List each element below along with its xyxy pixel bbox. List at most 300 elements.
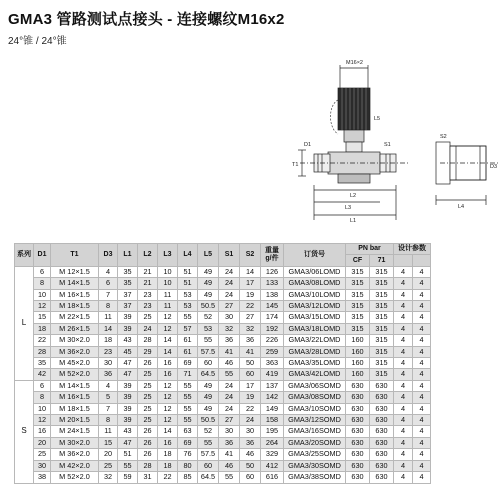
table-cell: 10 xyxy=(158,266,178,277)
thread-label: M16×2 xyxy=(346,60,363,66)
col-design: 设计参数 xyxy=(394,244,431,255)
table-cell: 49 xyxy=(198,392,219,403)
table-cell: GMA3/20SOMD xyxy=(284,437,346,448)
table-cell: 18 xyxy=(158,460,178,471)
table-cell: 11 xyxy=(158,301,178,312)
table-cell: 36 xyxy=(219,437,240,448)
table-cell: 24 xyxy=(219,278,240,289)
table-cell: GMA3/10LOMD xyxy=(284,289,346,300)
table-cell: 16 xyxy=(158,369,178,380)
table-cell: 4 xyxy=(413,266,431,277)
table-cell: 85 xyxy=(178,472,198,483)
table-cell: 27 xyxy=(219,301,240,312)
table-cell: 4 xyxy=(413,358,431,369)
table-cell: 4 xyxy=(394,301,413,312)
table-cell: M 14×1.5 xyxy=(51,380,99,391)
table-cell: 24 xyxy=(219,403,240,414)
table-cell: 35 xyxy=(118,278,138,289)
table-cell: 315 xyxy=(370,335,394,346)
series-cell: L xyxy=(15,266,34,380)
table-cell: 4 xyxy=(413,369,431,380)
table-cell: 149 xyxy=(261,403,284,414)
table-cell: 49 xyxy=(198,380,219,391)
table-cell: 315 xyxy=(370,278,394,289)
table-cell: 630 xyxy=(370,380,394,391)
table-cell: 259 xyxy=(261,346,284,357)
table-cell: 30 xyxy=(219,426,240,437)
table-cell: 4 xyxy=(394,392,413,403)
table-cell: 27 xyxy=(240,312,261,323)
table-cell: 4 xyxy=(413,335,431,346)
table-cell: 4 xyxy=(394,289,413,300)
table-cell: 18 xyxy=(158,449,178,460)
table-row xyxy=(15,380,431,391)
table-cell: 12 xyxy=(158,323,178,334)
table-row xyxy=(15,358,431,369)
table-cell: 26 xyxy=(138,449,158,460)
table-cell: 329 xyxy=(261,449,284,460)
table-cell: 145 xyxy=(261,301,284,312)
table-cell: 25 xyxy=(99,460,118,471)
table-cell: 4 xyxy=(394,472,413,483)
table-row xyxy=(15,426,431,437)
spec-table xyxy=(14,243,431,484)
table-cell: 6 xyxy=(34,266,51,277)
table-cell: 4 xyxy=(413,460,431,471)
table-cell: 315 xyxy=(346,266,370,277)
table-cell: 25 xyxy=(138,415,158,426)
table-cell: GMA3/08LOMD xyxy=(284,278,346,289)
table-cell: 64.5 xyxy=(198,369,219,380)
table-cell: 4 xyxy=(413,449,431,460)
table-cell: 55 xyxy=(178,403,198,414)
table-row xyxy=(15,278,431,289)
table-cell: 10 xyxy=(158,278,178,289)
table-cell: 630 xyxy=(346,426,370,437)
page-title: GMA3 管路测试点接头 - 连接螺纹M16x2 xyxy=(8,11,285,28)
table-cell: 49 xyxy=(198,278,219,289)
table-cell: 24 xyxy=(219,380,240,391)
table-cell: 64.5 xyxy=(198,472,219,483)
table-cell: 23 xyxy=(138,289,158,300)
col-pn: PN bar xyxy=(346,244,394,255)
table-cell: 419 xyxy=(261,369,284,380)
table-cell: 4 xyxy=(413,289,431,300)
table-cell: GMA3/28LOMD xyxy=(284,346,346,357)
table-cell: 11 xyxy=(99,312,118,323)
col-d3: D3 xyxy=(99,244,118,267)
table-cell: 4 xyxy=(413,403,431,414)
table-cell: M 45×2.0 xyxy=(51,358,99,369)
table-cell: M 30×2.0 xyxy=(51,335,99,346)
table-cell: 36 xyxy=(99,369,118,380)
table-cell: 38 xyxy=(34,472,51,483)
table-cell: 4 xyxy=(413,323,431,334)
table-cell: 36 xyxy=(219,335,240,346)
table-cell: 39 xyxy=(118,312,138,323)
table-cell: 23 xyxy=(138,301,158,312)
dim-l2: L2 xyxy=(350,193,357,199)
table-cell: 52 xyxy=(198,426,219,437)
table-cell: 24 xyxy=(219,392,240,403)
table-cell: 22 xyxy=(34,335,51,346)
table-cell: 4 xyxy=(394,426,413,437)
table-cell: 315 xyxy=(370,346,394,357)
table-row xyxy=(15,323,431,334)
table-cell: 160 xyxy=(346,335,370,346)
table-cell: 8 xyxy=(99,415,118,426)
table-cell: 6 xyxy=(99,278,118,289)
table-cell: 4 xyxy=(394,415,413,426)
table-cell: 17 xyxy=(240,278,261,289)
table-row xyxy=(15,301,431,312)
table-cell: 39 xyxy=(118,380,138,391)
table-cell: GMA3/35LOMD xyxy=(284,358,346,369)
dim-l4: L4 xyxy=(458,204,465,210)
table-cell: 28 xyxy=(34,346,51,357)
table-cell: 12 xyxy=(158,312,178,323)
table-cell: 315 xyxy=(370,358,394,369)
table-cell: 630 xyxy=(370,449,394,460)
table-cell: 4 xyxy=(413,472,431,483)
table-cell: 630 xyxy=(346,392,370,403)
table-cell: 4 xyxy=(394,323,413,334)
table-cell: 142 xyxy=(261,392,284,403)
table-row xyxy=(15,289,431,300)
table-cell: 30 xyxy=(219,312,240,323)
table-cell: 76 xyxy=(178,449,198,460)
table-cell: 10 xyxy=(34,403,51,414)
table-cell: 45 xyxy=(118,346,138,357)
table-cell: 35 xyxy=(118,266,138,277)
table-cell: 47 xyxy=(118,358,138,369)
table-cell: 28 xyxy=(138,460,158,471)
table-cell: 21 xyxy=(138,266,158,277)
table-cell: M 30×2.0 xyxy=(51,437,99,448)
table-cell: GMA3/15LOMD xyxy=(284,312,346,323)
table-cell: 55 xyxy=(198,437,219,448)
table-cell: 4 xyxy=(394,403,413,414)
series-cell: S xyxy=(15,380,34,483)
table-cell: 24 xyxy=(219,266,240,277)
table-cell: 18 xyxy=(34,323,51,334)
table-cell: GMA3/16SOMD xyxy=(284,426,346,437)
table-cell: 47 xyxy=(118,437,138,448)
table-cell: M 52×2.0 xyxy=(51,472,99,483)
table-cell: 25 xyxy=(138,312,158,323)
table-cell: 8 xyxy=(99,301,118,312)
table-cell: 4 xyxy=(413,415,431,426)
table-cell: 4 xyxy=(394,346,413,357)
dim-d1: D1 xyxy=(304,142,312,148)
table-cell: 315 xyxy=(346,323,370,334)
table-row xyxy=(15,369,431,380)
table-cell: 46 xyxy=(219,358,240,369)
table-cell: M 42×2.0 xyxy=(51,460,99,471)
table-cell: 31 xyxy=(138,472,158,483)
table-cell: 60 xyxy=(240,472,261,483)
table-cell: M 52×2.0 xyxy=(51,369,99,380)
table-cell: 4 xyxy=(394,437,413,448)
table-cell: 160 xyxy=(346,358,370,369)
table-cell: 29 xyxy=(138,346,158,357)
table-cell: 57.5 xyxy=(198,449,219,460)
table-cell: 22 xyxy=(240,403,261,414)
table-cell: 4 xyxy=(413,346,431,357)
table-cell: 63 xyxy=(178,426,198,437)
table-cell: 43 xyxy=(118,335,138,346)
table-row xyxy=(15,346,431,357)
table-cell: 50.5 xyxy=(198,415,219,426)
table-cell: 50 xyxy=(240,358,261,369)
dim-t1: T1 xyxy=(292,162,299,168)
table-cell: M 16×1.5 xyxy=(51,392,99,403)
table-cell: 24 xyxy=(240,415,261,426)
table-cell: 53 xyxy=(178,301,198,312)
table-cell: 630 xyxy=(370,437,394,448)
table-cell: M 22×1.5 xyxy=(51,312,99,323)
table-cell: 630 xyxy=(370,460,394,471)
table-cell: 51 xyxy=(178,266,198,277)
technical-drawing xyxy=(240,50,500,250)
table-cell: 16 xyxy=(34,426,51,437)
table-cell: 69 xyxy=(178,437,198,448)
col-s1: S1 xyxy=(219,244,240,267)
table-cell: 57 xyxy=(178,323,198,334)
table-cell: 8 xyxy=(34,392,51,403)
table-cell: 4 xyxy=(99,380,118,391)
table-cell: 46 xyxy=(219,460,240,471)
table-cell: 4 xyxy=(413,278,431,289)
table-cell: 4 xyxy=(394,266,413,277)
table-cell: 14 xyxy=(240,266,261,277)
table-cell: 24 xyxy=(219,289,240,300)
table-cell: 61 xyxy=(178,335,198,346)
table-cell: 315 xyxy=(346,278,370,289)
table-cell: 41 xyxy=(219,346,240,357)
table-cell: 315 xyxy=(370,369,394,380)
table-row xyxy=(15,335,431,346)
table-cell: 630 xyxy=(370,392,394,403)
table-cell: 46 xyxy=(240,449,261,460)
table-cell: 7 xyxy=(99,403,118,414)
table-cell: 36 xyxy=(240,437,261,448)
table-cell: 51 xyxy=(178,278,198,289)
table-cell: 126 xyxy=(261,266,284,277)
table-cell: 55 xyxy=(219,472,240,483)
table-cell: 32 xyxy=(99,472,118,483)
table-cell: 12 xyxy=(158,403,178,414)
table-cell: M 18×1.5 xyxy=(51,301,99,312)
table-cell: 630 xyxy=(370,403,394,414)
table-cell: 50 xyxy=(240,460,261,471)
table-cell: 174 xyxy=(261,312,284,323)
table-cell: 160 xyxy=(346,346,370,357)
table-cell: 27 xyxy=(219,415,240,426)
table-cell: 22 xyxy=(240,301,261,312)
table-cell: 630 xyxy=(346,437,370,448)
table-cell: 36 xyxy=(240,335,261,346)
table-cell: M 24×1.5 xyxy=(51,426,99,437)
table-cell: 50.5 xyxy=(198,301,219,312)
table-cell: 26 xyxy=(138,437,158,448)
table-cell: 133 xyxy=(261,278,284,289)
table-cell: 37 xyxy=(118,301,138,312)
table-cell: 630 xyxy=(370,472,394,483)
table-cell: 10 xyxy=(34,289,51,300)
table-cell: 195 xyxy=(261,426,284,437)
table-cell: 55 xyxy=(118,460,138,471)
table-cell: 20 xyxy=(99,449,118,460)
table-cell: 16 xyxy=(158,358,178,369)
table-cell: 37 xyxy=(118,289,138,300)
table-cell: GMA3/12SOMD xyxy=(284,415,346,426)
table-cell: 17 xyxy=(240,380,261,391)
table-cell: 11 xyxy=(99,426,118,437)
table-cell: 55 xyxy=(178,415,198,426)
table-cell: 5 xyxy=(99,392,118,403)
table-row xyxy=(15,415,431,426)
table-cell: 315 xyxy=(346,312,370,323)
table-cell: 14 xyxy=(158,335,178,346)
table-cell: 25 xyxy=(34,449,51,460)
col-weight: 重量 g/件 xyxy=(261,244,284,267)
table-cell: 32 xyxy=(240,323,261,334)
table-cell: 18 xyxy=(99,335,118,346)
table-cell: M 16×1.5 xyxy=(51,289,99,300)
table-cell: 42 xyxy=(34,369,51,380)
table-row xyxy=(15,460,431,471)
table-cell: 12 xyxy=(34,301,51,312)
table-cell: 14 xyxy=(158,426,178,437)
table-cell: 53 xyxy=(178,289,198,300)
table-cell: 69 xyxy=(178,358,198,369)
table-cell: 59 xyxy=(118,472,138,483)
table-cell: 30 xyxy=(99,358,118,369)
table-cell: 32 xyxy=(219,323,240,334)
table-cell: 39 xyxy=(118,323,138,334)
table-cell: 43 xyxy=(118,426,138,437)
table-cell: 630 xyxy=(346,449,370,460)
table-cell: 315 xyxy=(370,266,394,277)
table-cell: 57.5 xyxy=(198,346,219,357)
table-cell: 160 xyxy=(346,369,370,380)
col-design-b xyxy=(413,255,431,266)
table-row xyxy=(15,312,431,323)
table-cell: M 18×1.5 xyxy=(51,403,99,414)
table-cell: 16 xyxy=(158,437,178,448)
table-cell: 630 xyxy=(346,403,370,414)
col-l1: L1 xyxy=(118,244,138,267)
table-cell: 315 xyxy=(346,289,370,300)
table-cell: 23 xyxy=(99,346,118,357)
table-cell: 61 xyxy=(178,346,198,357)
table-row xyxy=(15,449,431,460)
col-cf: CF xyxy=(346,255,370,266)
dim-l1: L1 xyxy=(350,218,357,224)
col-l3: L3 xyxy=(158,244,178,267)
table-cell: 55 xyxy=(178,380,198,391)
table-cell: M 26×1.5 xyxy=(51,323,99,334)
table-cell: 315 xyxy=(370,323,394,334)
table-cell: 315 xyxy=(346,301,370,312)
col-l2: L2 xyxy=(138,244,158,267)
table-cell: GMA3/25SOMD xyxy=(284,449,346,460)
table-cell: 55 xyxy=(178,392,198,403)
table-cell: 630 xyxy=(346,472,370,483)
table-cell: 412 xyxy=(261,460,284,471)
table-cell: 41 xyxy=(219,449,240,460)
table-cell: GMA3/38SOMD xyxy=(284,472,346,483)
table-row xyxy=(15,266,431,277)
dim-l3: L3 xyxy=(345,205,352,211)
table-cell: 4 xyxy=(394,449,413,460)
col-order: 订货号 xyxy=(284,244,346,267)
col-design-a xyxy=(394,255,413,266)
table-cell: 4 xyxy=(413,437,431,448)
table-cell: 12 xyxy=(34,415,51,426)
col-t1: T1 xyxy=(51,244,99,267)
table-cell: 630 xyxy=(346,415,370,426)
table-cell: 315 xyxy=(370,312,394,323)
table-cell: 363 xyxy=(261,358,284,369)
table-cell: 630 xyxy=(346,460,370,471)
table-cell: 25 xyxy=(138,369,158,380)
table-cell: 630 xyxy=(346,380,370,391)
table-cell: 192 xyxy=(261,323,284,334)
table-cell: 11 xyxy=(158,289,178,300)
table-cell: GMA3/42LOMD xyxy=(284,369,346,380)
table-cell: 39 xyxy=(118,403,138,414)
table-cell: 4 xyxy=(413,312,431,323)
table-cell: 630 xyxy=(370,415,394,426)
table-cell: 71 xyxy=(178,369,198,380)
table-cell: 22 xyxy=(158,472,178,483)
table-cell: 25 xyxy=(138,403,158,414)
col-l4: L4 xyxy=(178,244,198,267)
table-cell: 630 xyxy=(370,426,394,437)
table-cell: 4 xyxy=(413,392,431,403)
table-row xyxy=(15,392,431,403)
table-cell: 30 xyxy=(240,426,261,437)
table-cell: GMA3/30SOMD xyxy=(284,460,346,471)
table-cell: 47 xyxy=(118,369,138,380)
table-cell: 21 xyxy=(138,278,158,289)
table-cell: 138 xyxy=(261,289,284,300)
table-cell: GMA3/12LOMD xyxy=(284,301,346,312)
table-cell: 137 xyxy=(261,380,284,391)
table-cell: 4 xyxy=(413,380,431,391)
table-cell: GMA3/10SOMD xyxy=(284,403,346,414)
table-cell: 315 xyxy=(370,301,394,312)
table-cell: 4 xyxy=(394,460,413,471)
table-cell: 49 xyxy=(198,403,219,414)
table-cell: 4 xyxy=(394,380,413,391)
table-cell: 41 xyxy=(240,346,261,357)
table-cell: 315 xyxy=(370,289,394,300)
col-series: 系列 xyxy=(15,244,34,267)
table-cell: 51 xyxy=(118,449,138,460)
col-d1: D1 xyxy=(34,244,51,267)
table-cell: 80 xyxy=(178,460,198,471)
table-cell: 53 xyxy=(198,323,219,334)
table-cell: 60 xyxy=(198,460,219,471)
table-cell: 14 xyxy=(158,346,178,357)
table-cell: 26 xyxy=(138,426,158,437)
table-cell: M 12×1.5 xyxy=(51,266,99,277)
table-cell: 4 xyxy=(99,266,118,277)
table-cell: 226 xyxy=(261,335,284,346)
